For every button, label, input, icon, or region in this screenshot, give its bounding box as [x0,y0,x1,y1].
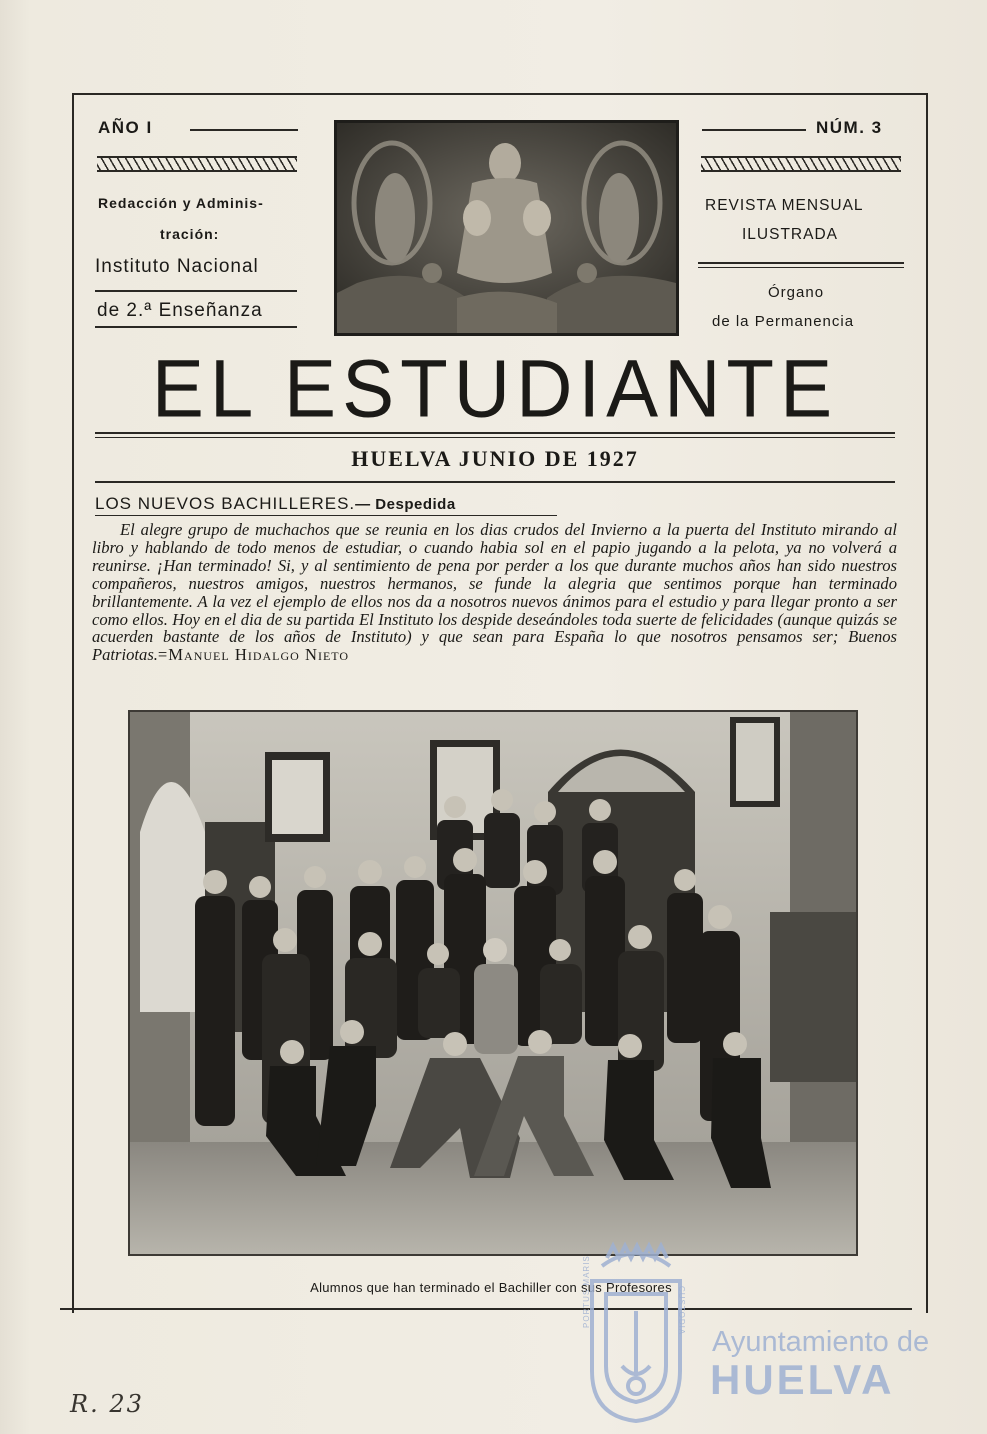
dateline-rule [95,481,895,483]
organ-line1: Órgano [768,284,825,301]
decorative-border-right [701,156,901,172]
masthead-rule-top-thin [95,437,895,438]
year-rule [190,129,298,131]
photo-caption: Alumnos que han terminado el Bachiller con sus Profesores [310,1280,672,1295]
city-seal-watermark [582,1236,690,1426]
institution-rule-2 [95,326,297,328]
article-body: El alegre grupo de muchachos que se reunia en los dias crudos del Invierno a la puerta del Instituto mirando al libro y hablando de todo menos de estudiar, o cuando habia sol en el papio jugando a la pelota, ya no volverá a reunirse. ¡Han terminado! Si, y al sentimiento de pena por perder a los que durante muchos años han sido nuestros compañeros, nuestros amigos, nuestros hermanos, se funde la alegria que sentimos porque han terminado brillantemente. A la vez el ejemplo de ellos nos da a nosotros nuevos ánimos para el estudio y para llegar pronto a ser como ellos. Hoy en el dia de su partida El Instituto los despide deseándoles toda suerte de felicidades (aunque quizás se acuerden bastante de los años de Instituto) y que sean para España lo que nosotros pensamos ser; Buenos Patriotas. [92,520,897,665]
issue-label: NÚM. 3 [816,118,883,137]
shield-icon [582,1236,690,1426]
seal-left-text: PORTUS MARIS [582,1255,591,1328]
article-signature: =Manuel Hidalgo Nieto [157,645,350,665]
watermark-line2: HUELVA [710,1356,895,1403]
type-rule-2 [698,267,904,268]
organ-line2: de la Permanencia [712,313,855,330]
institution-line1: Instituto Nacional [95,256,259,277]
relief-illustration [337,123,676,333]
magazine-type-line1: REVISTA MENSUAL [705,197,864,214]
group-photograph-illustration [130,712,856,1254]
relief-sculpture-image [334,120,679,336]
masthead-rule-top [95,432,895,434]
article-heading-underline [95,515,557,516]
dateline: HUELVA JUNIO DE 1927 [351,446,639,471]
article-heading-row [95,494,456,514]
seal-right-text: CUSTODIA [677,1286,686,1336]
issue-rule [702,129,806,131]
archive-shelfmark: R. 23 [70,1390,144,1418]
watermark-line1: Ayuntamiento de [712,1326,930,1358]
redaccion-line1: Redacción y Adminis- [98,195,264,211]
year-label: AÑO I [98,118,153,137]
article-subheading: — Despedida [355,496,456,513]
redaccion-line2: tración: [160,226,220,242]
institution-line2: de 2.ª Enseñanza [97,300,263,321]
type-rule [698,262,904,264]
magazine-type-line2: ILUSTRADA [742,226,838,243]
group-photograph [128,710,858,1256]
page-frame-bottom [60,1308,912,1310]
article-heading: LOS NUEVOS BACHILLERES. [95,494,356,513]
institution-rule [95,290,297,292]
masthead-title: EL ESTUDIANTE [151,341,839,435]
article-body-block [92,521,897,664]
decorative-border-left [97,156,297,172]
